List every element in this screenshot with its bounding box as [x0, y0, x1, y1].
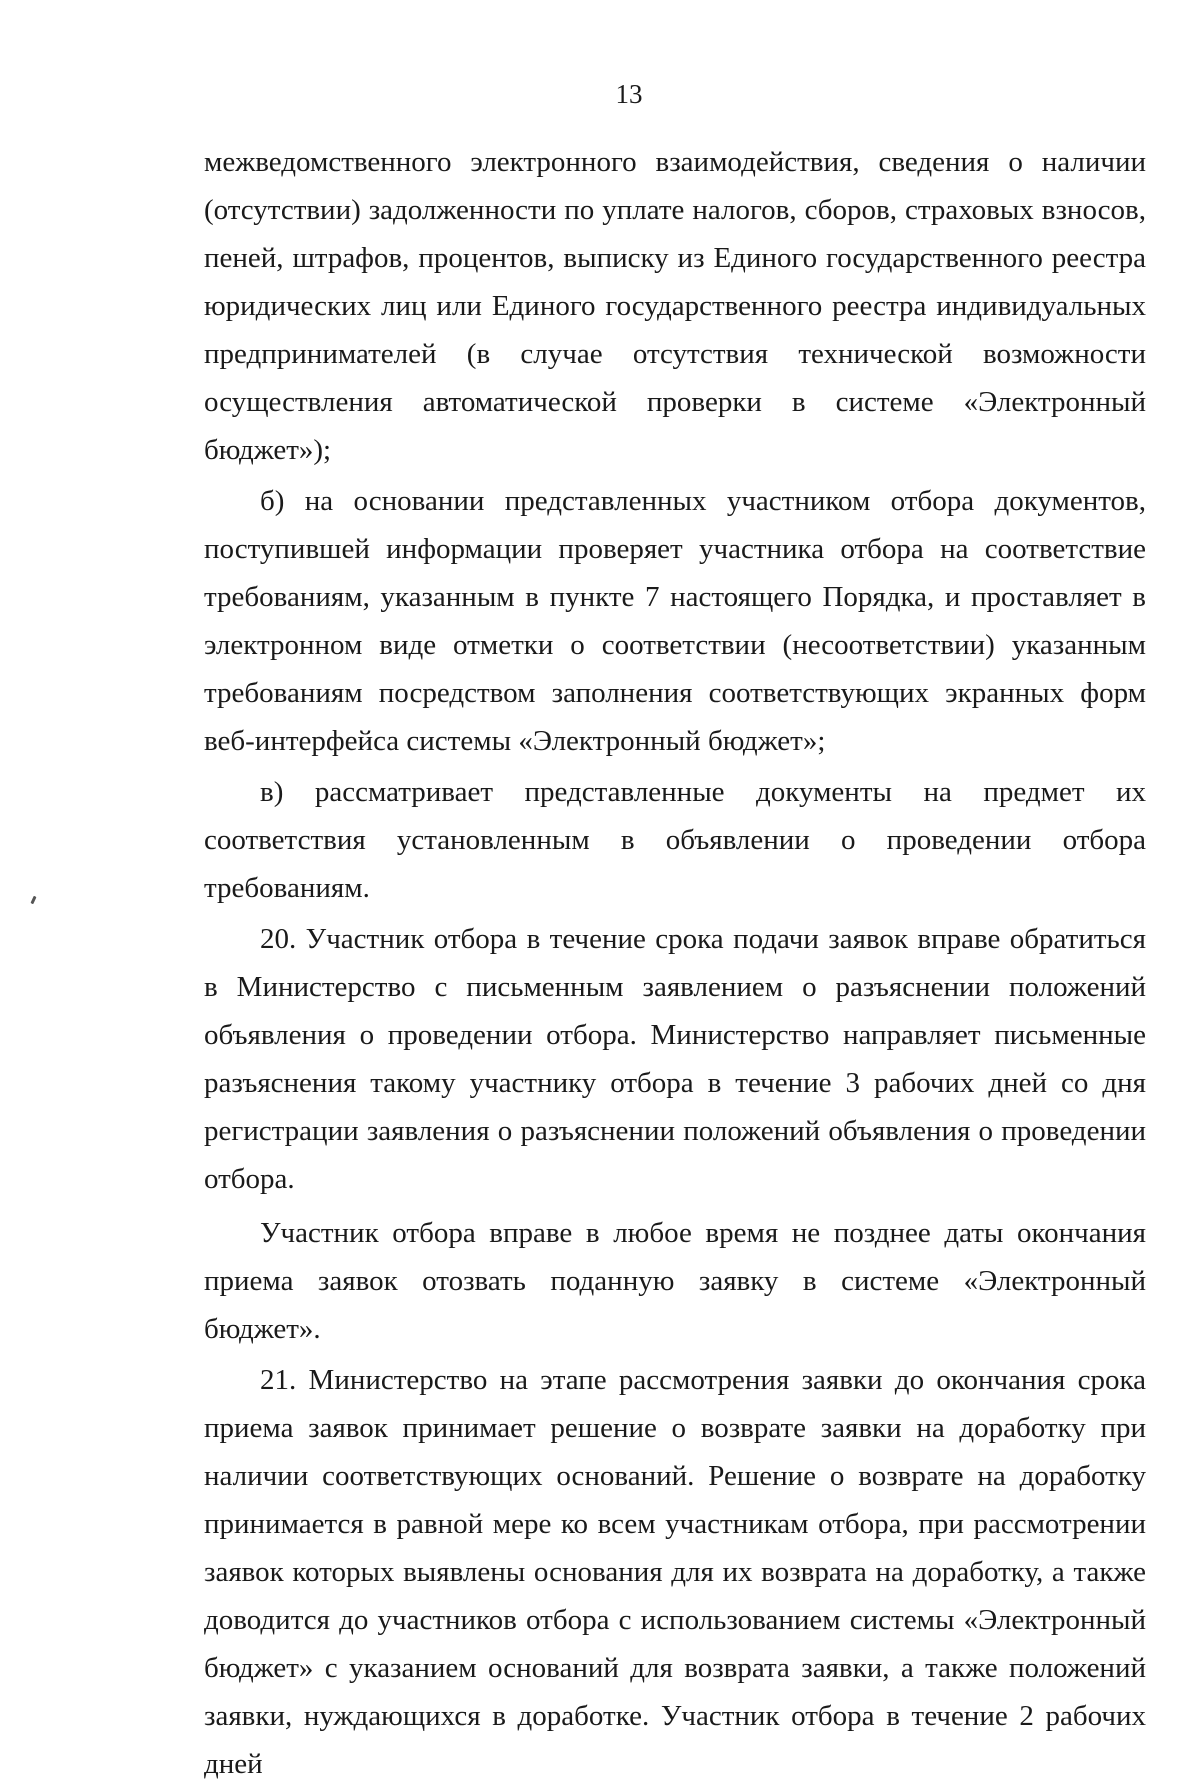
scan-artifact-mark	[30, 896, 36, 905]
paragraph-withdraw: Участник отбора вправе в любое время не позднее даты окончания приема заявок отозвать поданную заявку в системе «Электронный бюджет».	[204, 1217, 1146, 1345]
document-body	[204, 138, 1146, 1788]
paragraph-clause-21: 21. Министерство на этапе рассмотрения заявки до окончания срока приема заявок принимает решение о возврате заявки на доработку при наличии соответствующих оснований. Решение о возврате на доработку принимается в равной мере ко всем участникам отбора, при рассмотрении заявок которых выявлены основания для их возврата на доработку, а также доводится до участников отбора с использованием системы «Электронный бюджет» с указанием оснований для возврата заявки, а также положений заявки, нуждающихся в доработке. Участник отбора в течение 2 рабочих дней	[204, 1364, 1146, 1780]
paragraph-clause-20: 20. Участник отбора в течение срока подачи заявок вправе обратиться в Министерство с письменным заявлением о разъяснении положений объявления о проведении отбора. Министерство направляет письменные разъяснения такому участнику отбора в течение 3 рабочих дней со дня регистрации заявления о разъяснении положений объявления о проведении отбора.	[204, 923, 1146, 1195]
page-number: 13	[615, 79, 643, 109]
paragraph-item-v: в) рассматривает представленные документы на предмет их соответствия установленным в объявлении о проведении отбора требованиям.	[204, 776, 1146, 904]
paragraph-continuation: межведомственного электронного взаимодействия, сведения о наличии (отсутствии) задолженности по уплате налогов, сборов, страховых взносов, пеней, штрафов, процентов, выписку из Единого государственного реестра юридических лиц или Единого государственного реестра индивидуальных предпринимателей (в случае отсутствия технической возможности осуществления автоматической проверки в системе «Электронный бюджет»);	[204, 146, 1146, 466]
paragraph-item-b: б) на основании представленных участником отбора документов, поступившей информации проверяет участника отбора на соответствие требованиям, указанным в пункте 7 настоящего Порядка, и проставляет в электронном виде отметки о соответствии (несоответствии) указанным требованиям посредством заполнения соответствующих экранных форм веб-интерфейса системы «Электронный бюджет»;	[204, 485, 1146, 757]
